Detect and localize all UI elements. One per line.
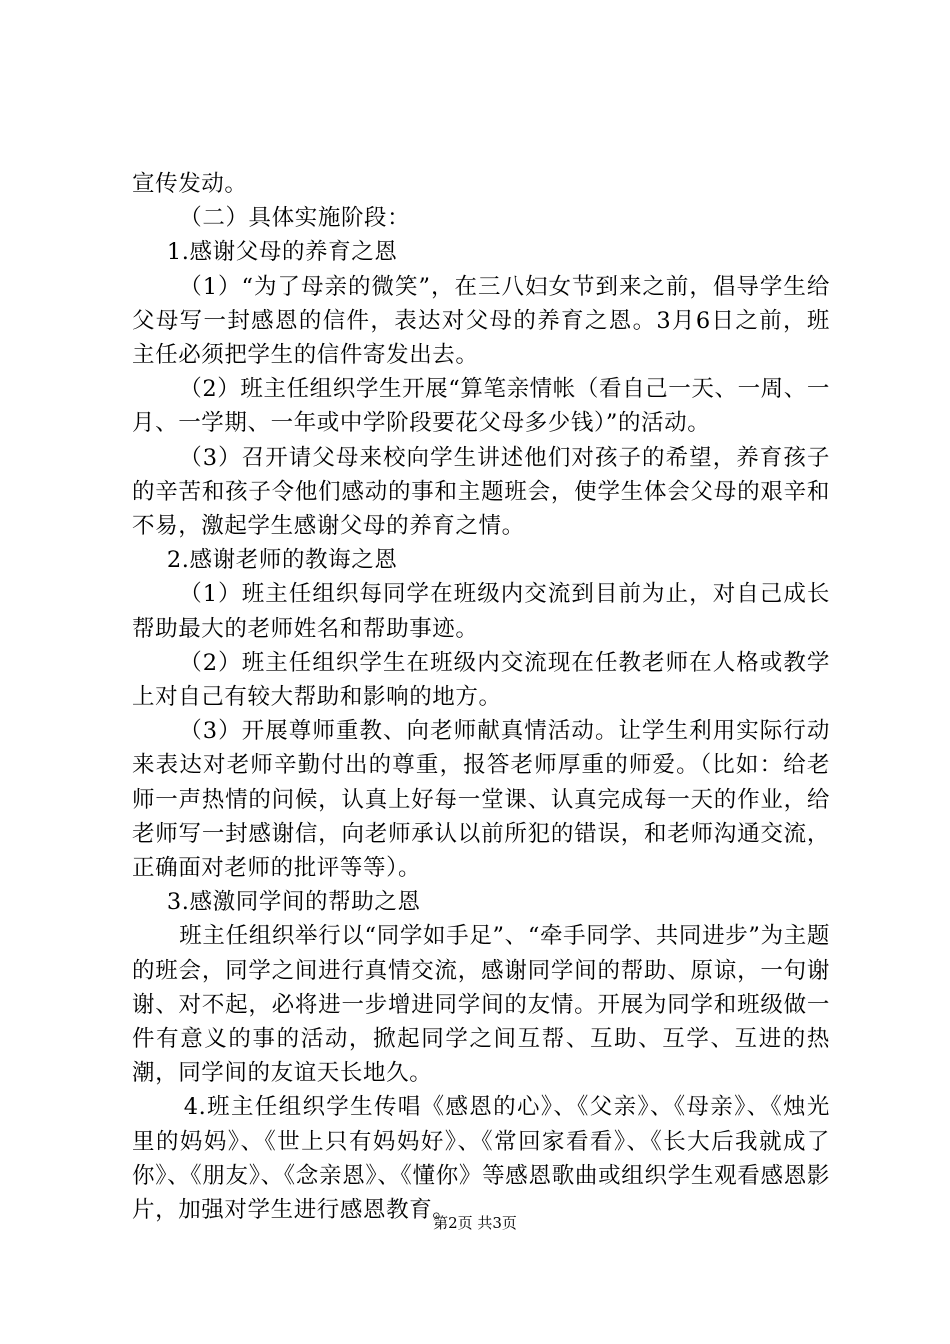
paragraph-teachers-3: （3）开展尊师重教、向老师献真情活动。让学生利用实际行动来表达对老师辛勤付出的尊重，报答老师厚重的师爱。（比如：给老师一声热情的问候，认真上好每一堂课、认真完成每一天的作业，给老师写一封感谢信，向老师承认以前所犯的错误，和老师沟通交流，正确面对老师的批评等等）。: [132, 718, 830, 882]
paragraph-parents-3: （3）召开请父母来校向学生讲述他们对孩子的希望，养育孩子的辛苦和孩子令他们感动的事和主题班会，使学生体会父母的艰辛和不易，激起学生感谢父母的养育之情。: [132, 444, 830, 540]
paragraph-songs: 4.班主任组织学生传唱《感恩的心》、《父亲》、《母亲》、《烛光里的妈妈》、《世上只有妈妈好》、《常回家看看》、《长大后我就成了你》、《朋友》、《念亲恩》、《懂你》等感恩歌曲或组织学生观看感恩影片，加强对学生进行感恩教育。: [132, 1094, 830, 1224]
page-number-footer: 第2页 共3页: [433, 1214, 517, 1232]
document-body: [132, 167, 830, 1227]
paragraph-teachers-2: （2）班主任组织学生在班级内交流现在任教老师在人格或教学上对自己有较大帮助和影响的地方。: [132, 649, 830, 711]
subheading-thank-teachers: 2.感谢老师的教诲之恩: [166, 547, 398, 574]
paragraph-parents-1: （1）“为了母亲的微笑”，在三八妇女节到来之前，倡导学生给父母写一封感恩的信件，表达对父母的养育之恩。3月6日之前，班主任必须把学生的信件寄发出去。: [132, 273, 830, 369]
subheading-thank-classmates: 3.感激同学间的帮助之恩: [166, 889, 421, 916]
subheading-thank-parents: 1.感谢父母的养育之恩: [166, 239, 398, 266]
paragraph-classmates: 班主任组织举行以“同学如手足”、“牵手同学、共同进步”为主题的班会，同学之间进行真情交流，感谢同学间的帮助、原谅，一句谢谢、对不起，必将进一步增进同学间的友情。开展为同学和班级做一件有意义的事的活动，掀起同学之间互帮、互助、互学、互进的热潮，同学间的友谊天长地久。: [132, 923, 830, 1087]
paragraph-1: 宣传发动。: [132, 171, 248, 197]
paragraph-teachers-1: （1）班主任组织每同学在班级内交流到目前为止，对自己成长帮助最大的老师姓名和帮助事迹。: [132, 581, 830, 642]
paragraph-parents-2: （2）班主任组织学生开展“算笔亲情帐（看自己一天、一周、一月、一学期、一年或中学阶段要花父母多少钱）”的活动。: [132, 376, 830, 437]
section-heading-implementation: （二）具体实施阶段：: [179, 205, 411, 232]
